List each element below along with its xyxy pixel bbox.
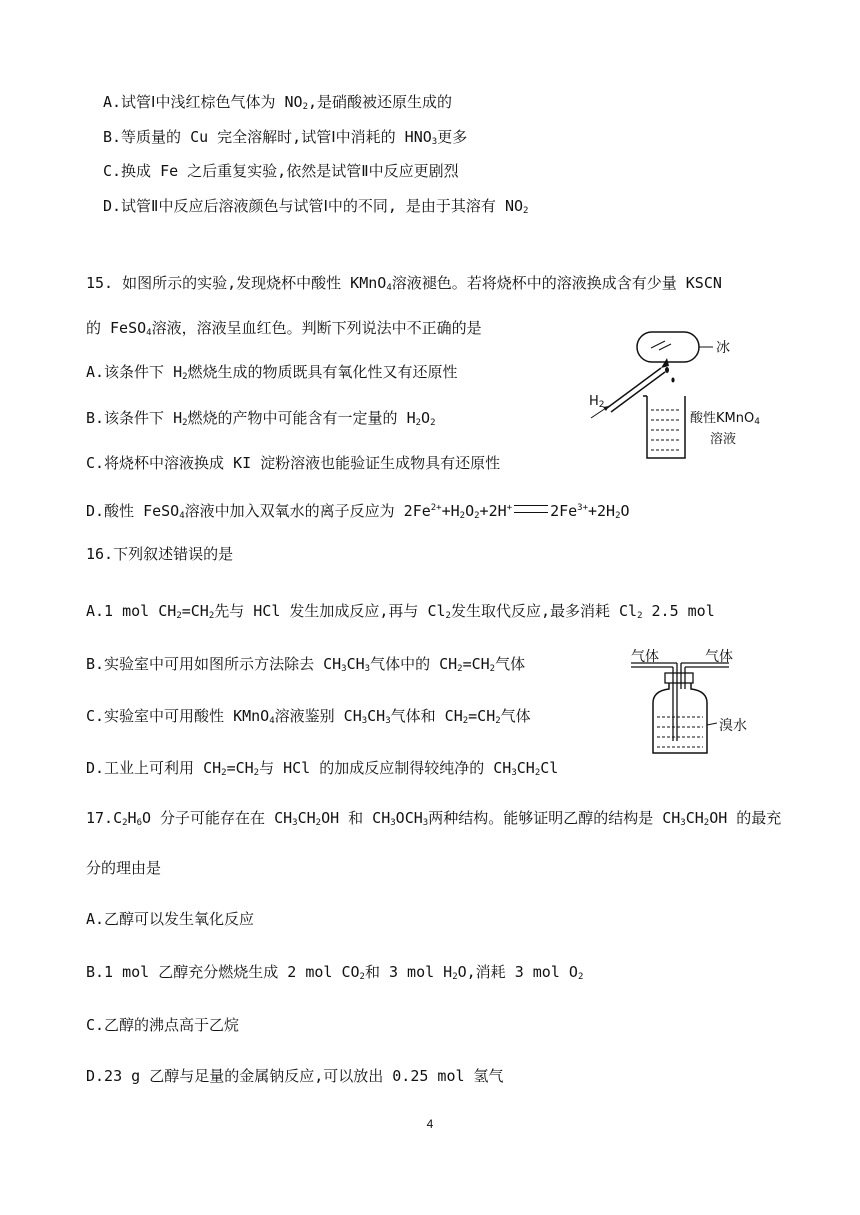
q14-option-d: D.试管Ⅱ中反应后溶液颜色与试管Ⅰ中的不同, 是由于其溶有 $NO_2$ <box>103 197 529 216</box>
q14-option-c: C.换成 Fe 之后重复实验,依然是试管Ⅱ中反应更剧烈 <box>103 162 459 180</box>
solution-label: 溶液 <box>710 432 737 447</box>
q16-option-a: A.1 mol $CH_2=CH_2$先与 HCl 发生加成反应,再与 $Cl_2$发生取代反应,最多消耗 $Cl_2$ 2.5 mol <box>86 602 715 621</box>
q17-option-c: C.乙醇的沸点高于乙烷 <box>86 1016 240 1034</box>
q17-stem-line2: 分的理由是 <box>86 859 162 877</box>
ice-label: 冰 <box>716 340 730 356</box>
gas-outlet-label: 气体 <box>705 649 733 665</box>
q15-option-d: D.酸性 FeSO$_4$溶液中加入双氧水的离子反应为 $2Fe^{2+}+H_2O_2+2H^+$ $2Fe^{3+}+2H_2O$ <box>86 502 630 521</box>
q15-figure <box>585 326 775 466</box>
q16-option-d: D.工业上可利用 $CH_2=CH_2$与 HCl 的加成反应制得较纯净的 $CH_3CH_2Cl$ <box>86 759 559 778</box>
q15-stem-line1: 15. 如图所示的实验,发现烧杯中酸性 KMnO$_4$溶液褪色。若将烧杯中的溶液换成含有少量 KSCN <box>86 274 722 293</box>
q17-option-a: A.乙醇可以发生氧化反应 <box>86 910 255 928</box>
q14-option-b: B.等质量的 Cu 完全溶解时,试管Ⅰ中消耗的 $HNO_3$更多 <box>103 128 468 147</box>
q15-option-c: C.将烧杯中溶液换成 KI 淀粉溶液也能验证生成物具有还原性 <box>86 454 501 472</box>
page-number: 4 <box>426 1117 434 1131</box>
q17-stem-line1: $17.C_2H_6O$ 分子可能存在在 $CH_3CH_2OH$ 和 $CH_3OCH_3$两种结构。能够证明乙醇的结构是 $CH_3CH_2OH$ 的最充 <box>86 809 782 828</box>
q15-stem-line2: 的 FeSO$_4$溶液，溶液呈血红色。判断下列说法中不正确的是 <box>86 319 482 338</box>
kmno4-label: 酸性KMnO$_4$ <box>690 411 760 427</box>
h2-label: $H_2$ <box>589 394 605 410</box>
equals-sign <box>514 505 548 513</box>
q16-option-c: C.实验室中可用酸性 KMnO$_4$溶液鉴别 $CH_3CH_3$气体和 $CH_2=CH_2$气体 <box>86 707 531 726</box>
h2-combustion-apparatus <box>585 326 775 466</box>
q16-figure <box>625 643 775 758</box>
q16-option-b: B.实验室中可用如图所示方法除去 $CH_3CH_3$气体中的 $CH_2=CH_2$气体 <box>86 655 526 674</box>
q15-option-a: A.该条件下 $H_2$燃烧生成的物质既具有氧化性又有还原性 <box>86 363 458 382</box>
q16-stem: 16.下列叙述错误的是 <box>86 545 234 563</box>
q17-option-b: B.1 mol 乙醇充分燃烧生成 2 mol $CO_2$和 3 mol $H_2O$,消耗 3 mol $O_2$ <box>86 963 584 982</box>
gas-inlet-label: 气体 <box>631 649 659 665</box>
q15-option-b: B.该条件下 $H_2$燃烧的产物中可能含有一定量的 $H_2O_2$ <box>86 409 436 428</box>
q14-option-a: A.试管Ⅰ中浅红棕色气体为 $NO_2$,是硝酸被还原生成的 <box>103 93 453 112</box>
bromine-water-label: 溴水 <box>719 718 747 734</box>
q17-option-d: D.23 g 乙醇与足量的金属钠反应,可以放出 0.25 mol 氢气 <box>86 1067 504 1085</box>
